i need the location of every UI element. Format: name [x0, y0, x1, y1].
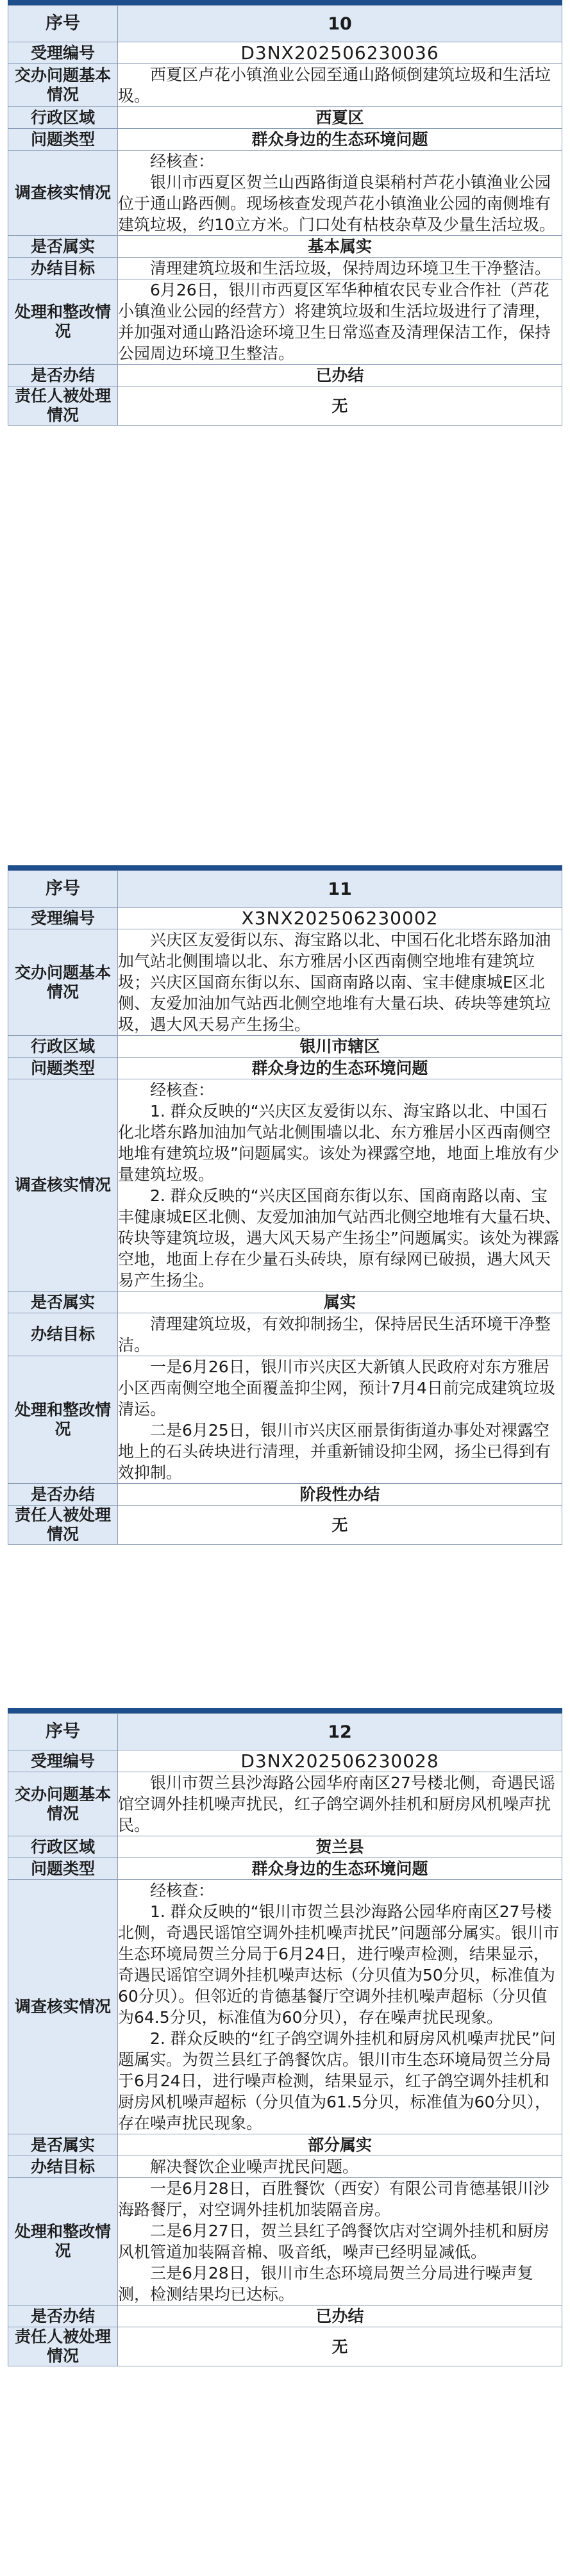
region-label: 行政区域 — [8, 1836, 118, 1858]
handling-label: 处理和整改情况 — [8, 1356, 118, 1484]
record-table — [8, 870, 562, 1545]
region-value: 贺兰县 — [118, 1836, 562, 1858]
goal-label: 办结目标 — [8, 1313, 118, 1356]
type-value: 群众身边的生态环境问题 — [118, 1858, 562, 1880]
closed-value: 阶段性办结 — [118, 1484, 562, 1506]
investigation-paragraph: 1. 群众反映的“银川市贺兰县沙海路公园华府南区27号楼北侧，奇遇民谣馆空调外挂机噪声扰民”问题部分属实。银川市生态环境局贺兰分局于6月24日，进行噪声检测，结果显示，奇遇民谣馆空调外挂机噪声达标（分贝值为50分贝，标准值为60分贝）。但邻近的肯德基餐厅空调外挂机噪声超标（分贝值为64.5分贝，标准值为60分贝），存在噪声扰民现象。 — [118, 1902, 559, 2027]
code-label: 受理编号 — [8, 1750, 118, 1772]
type-value: 群众身边的生态环境问题 — [118, 1058, 562, 1079]
issue-label: 交办问题基本情况 — [8, 1772, 118, 1836]
type-label: 问题类型 — [8, 1858, 118, 1880]
goal-value — [118, 1313, 562, 1356]
record-table — [8, 1713, 562, 2366]
closed-value: 已办结 — [118, 365, 562, 386]
issue-text: 西夏区卢花小镇渔业公园至通山路倾倒建筑垃圾和生活垃圾。 — [118, 65, 551, 105]
handling-paragraph: 一是6月26日，银川市兴庆区大新镇人民政府对东方雅居小区西南侧空地全面覆盖抑尘网，预计7月4日前完成建筑垃圾清运。 — [118, 1358, 555, 1418]
code-label: 受理编号 — [8, 908, 118, 929]
record-top-bar — [8, 1708, 562, 1713]
issue-label: 交办问题基本情况 — [8, 64, 118, 107]
seq-label: 序号 — [8, 1714, 118, 1750]
issue-text: 银川市贺兰县沙海路公园华府南区27号楼北侧，奇遇民谣馆空调外挂机噪声扰民，红子鸽空调外挂机和厨房风机噪声扰民。 — [118, 1774, 555, 1834]
investigation-label: 调查核实情况 — [8, 1079, 118, 1292]
code-label: 受理编号 — [8, 42, 118, 64]
handling-value — [118, 279, 562, 365]
verified-value: 部分属实 — [118, 2134, 562, 2156]
region-value: 西夏区 — [118, 107, 562, 129]
issue-value — [118, 929, 562, 1036]
goal-text: 清理建筑垃圾，有效抑制扬尘，保持居民生活环境干净整洁。 — [118, 1315, 551, 1354]
investigation-paragraph: 2. 群众反映的“兴庆区国商东街以东、国商南路以南、宝丰健康城E区北侧、友爱加油加气站西北侧空地堆有大量石块、砖块等建筑垃圾，遇大风天易产生扬尘”问题属实。该处为裸露空地，地面上存在少量石头砖块，原有绿网已破损，遇大风天易产生扬尘。 — [118, 1186, 561, 1290]
type-label: 问题类型 — [8, 129, 118, 151]
investigation-value — [118, 151, 562, 236]
issue-value — [118, 1772, 562, 1836]
region-label: 行政区域 — [8, 1036, 118, 1058]
verified-value: 基本属实 — [118, 236, 562, 258]
type-label: 问题类型 — [8, 1058, 118, 1079]
goal-text: 解决餐饮企业噪声扰民问题。 — [150, 2157, 359, 2176]
handling-paragraph: 三是6月28日，银川市生态环境局贺兰分局进行噪声复测，检测结果均已达标。 — [118, 2264, 533, 2304]
accountability-label: 责任人被处理情况 — [8, 386, 118, 426]
region-label: 行政区域 — [8, 107, 118, 129]
investigation-paragraph: 经核查： — [150, 1881, 215, 1900]
code-value: D3NX202506230036 — [118, 42, 562, 64]
investigation-paragraph: 经核查： — [150, 152, 215, 170]
investigation-paragraph: 银川市西夏区贺兰山西路街道良渠稍村芦花小镇渔业公园位于通山路西侧。现场核查发现芦花小镇渔业公园的南侧堆有建筑垃圾，约10立方米。门口处有枯枝杂草及少量生活垃圾。 — [118, 173, 555, 234]
handling-label: 处理和整改情况 — [8, 2178, 118, 2306]
verified-label: 是否属实 — [8, 1292, 118, 1313]
seq-label: 序号 — [8, 6, 118, 42]
issue-text: 兴庆区友爱街以东、海宝路以北、中国石化北塔东路加油加气站北侧围墙以北、东方雅居小区西南侧空地堆有建筑垃圾；兴庆区国商东街以东、国商南路以南、宝丰健康城E区北侧、友爱加油加气站西北侧空地堆有大量石块、砖块等建筑垃圾，遇大风天易产生扬尘。 — [118, 931, 551, 1034]
handling-paragraph: 二是6月27日，贺兰县红子鸽餐饮店对空调外挂机和厨房风机管道加装隔音棉、吸音纸，噪声已经明显减低。 — [118, 2222, 549, 2261]
goal-label: 办结目标 — [8, 2156, 118, 2178]
investigation-paragraph: 1. 群众反映的“兴庆区友爱街以东、海宝路以北、中国石化北塔东路加油加气站北侧围墙以北、东方雅居小区西南侧空地堆有建筑垃圾”问题属实。该处为裸露空地，地面上堆放有少量建筑垃圾。 — [118, 1102, 559, 1184]
issue-value — [118, 64, 562, 107]
handling-paragraph: 二是6月25日，银川市兴庆区丽景街街道办事处对裸露空地上的石头砖块进行清理，并重新铺设抑尘网，扬尘已得到有效抑制。 — [118, 1421, 551, 1482]
handling-value — [118, 2178, 562, 2306]
handling-label: 处理和整改情况 — [8, 279, 118, 365]
issue-label: 交办问题基本情况 — [8, 929, 118, 1036]
investigation-paragraph: 2. 群众反映的“红子鸽空调外挂机和厨房风机噪声扰民”问题属实。为贺兰县红子鸽餐饮店。银川市生态环境局贺兰分局于6月24日，进行噪声检测，结果显示，红子鸽空调外挂机和厨房风机噪声超标（分贝值为61.5分贝，标准值为60分贝），存在噪声扰民现象。 — [118, 2029, 556, 2132]
goal-value — [118, 2156, 562, 2178]
record-top-bar — [8, 865, 562, 870]
accountability-label: 责任人被处理情况 — [8, 1506, 118, 1545]
investigation-value — [118, 1880, 562, 2134]
handling-value — [118, 1356, 562, 1484]
record-table — [8, 5, 562, 426]
investigation-value — [118, 1079, 562, 1292]
type-value: 群众身边的生态环境问题 — [118, 129, 562, 151]
verified-label: 是否属实 — [8, 236, 118, 258]
verified-label: 是否属实 — [8, 2134, 118, 2156]
code-value: D3NX202506230028 — [118, 1750, 562, 1772]
record-block — [8, 0, 562, 426]
closed-value: 已办结 — [118, 2306, 562, 2327]
seq-value: 11 — [118, 871, 562, 908]
seq-value: 12 — [118, 1714, 562, 1750]
region-value: 银川市辖区 — [118, 1036, 562, 1058]
goal-label: 办结目标 — [8, 258, 118, 279]
record-top-bar — [8, 0, 562, 5]
accountability-value: 无 — [118, 2327, 562, 2366]
seq-value: 10 — [118, 6, 562, 42]
closed-label: 是否办结 — [8, 1484, 118, 1506]
investigation-label: 调查核实情况 — [8, 1880, 118, 2134]
record-block — [8, 865, 562, 1545]
accountability-label: 责任人被处理情况 — [8, 2327, 118, 2366]
closed-label: 是否办结 — [8, 2306, 118, 2327]
investigation-paragraph: 经核查： — [150, 1081, 215, 1099]
goal-value — [118, 258, 562, 279]
investigation-label: 调查核实情况 — [8, 151, 118, 236]
handling-paragraph: 一是6月28日，百胜餐饮（西安）有限公司肯德基银川沙海路餐厅，对空调外挂机加装隔音房。 — [118, 2179, 549, 2219]
record-block — [8, 1708, 562, 2366]
verified-value: 属实 — [118, 1292, 562, 1313]
accountability-value: 无 — [118, 1506, 562, 1545]
closed-label: 是否办结 — [8, 365, 118, 386]
code-value: X3NX202506230002 — [118, 908, 562, 929]
handling-paragraph: 6月26日，银川市西夏区军华种植农民专业合作社（芦花小镇渔业公园的经营方）将建筑垃圾和生活垃圾进行了清理，并加强对通山路沿途环境卫生日常巡查及清理保洁工作，保持公园周边环境卫生整洁。 — [118, 281, 551, 363]
seq-label: 序号 — [8, 871, 118, 908]
accountability-value: 无 — [118, 386, 562, 426]
goal-text: 清理建筑垃圾和生活垃圾，保持周边环境卫生干净整洁。 — [150, 259, 551, 278]
